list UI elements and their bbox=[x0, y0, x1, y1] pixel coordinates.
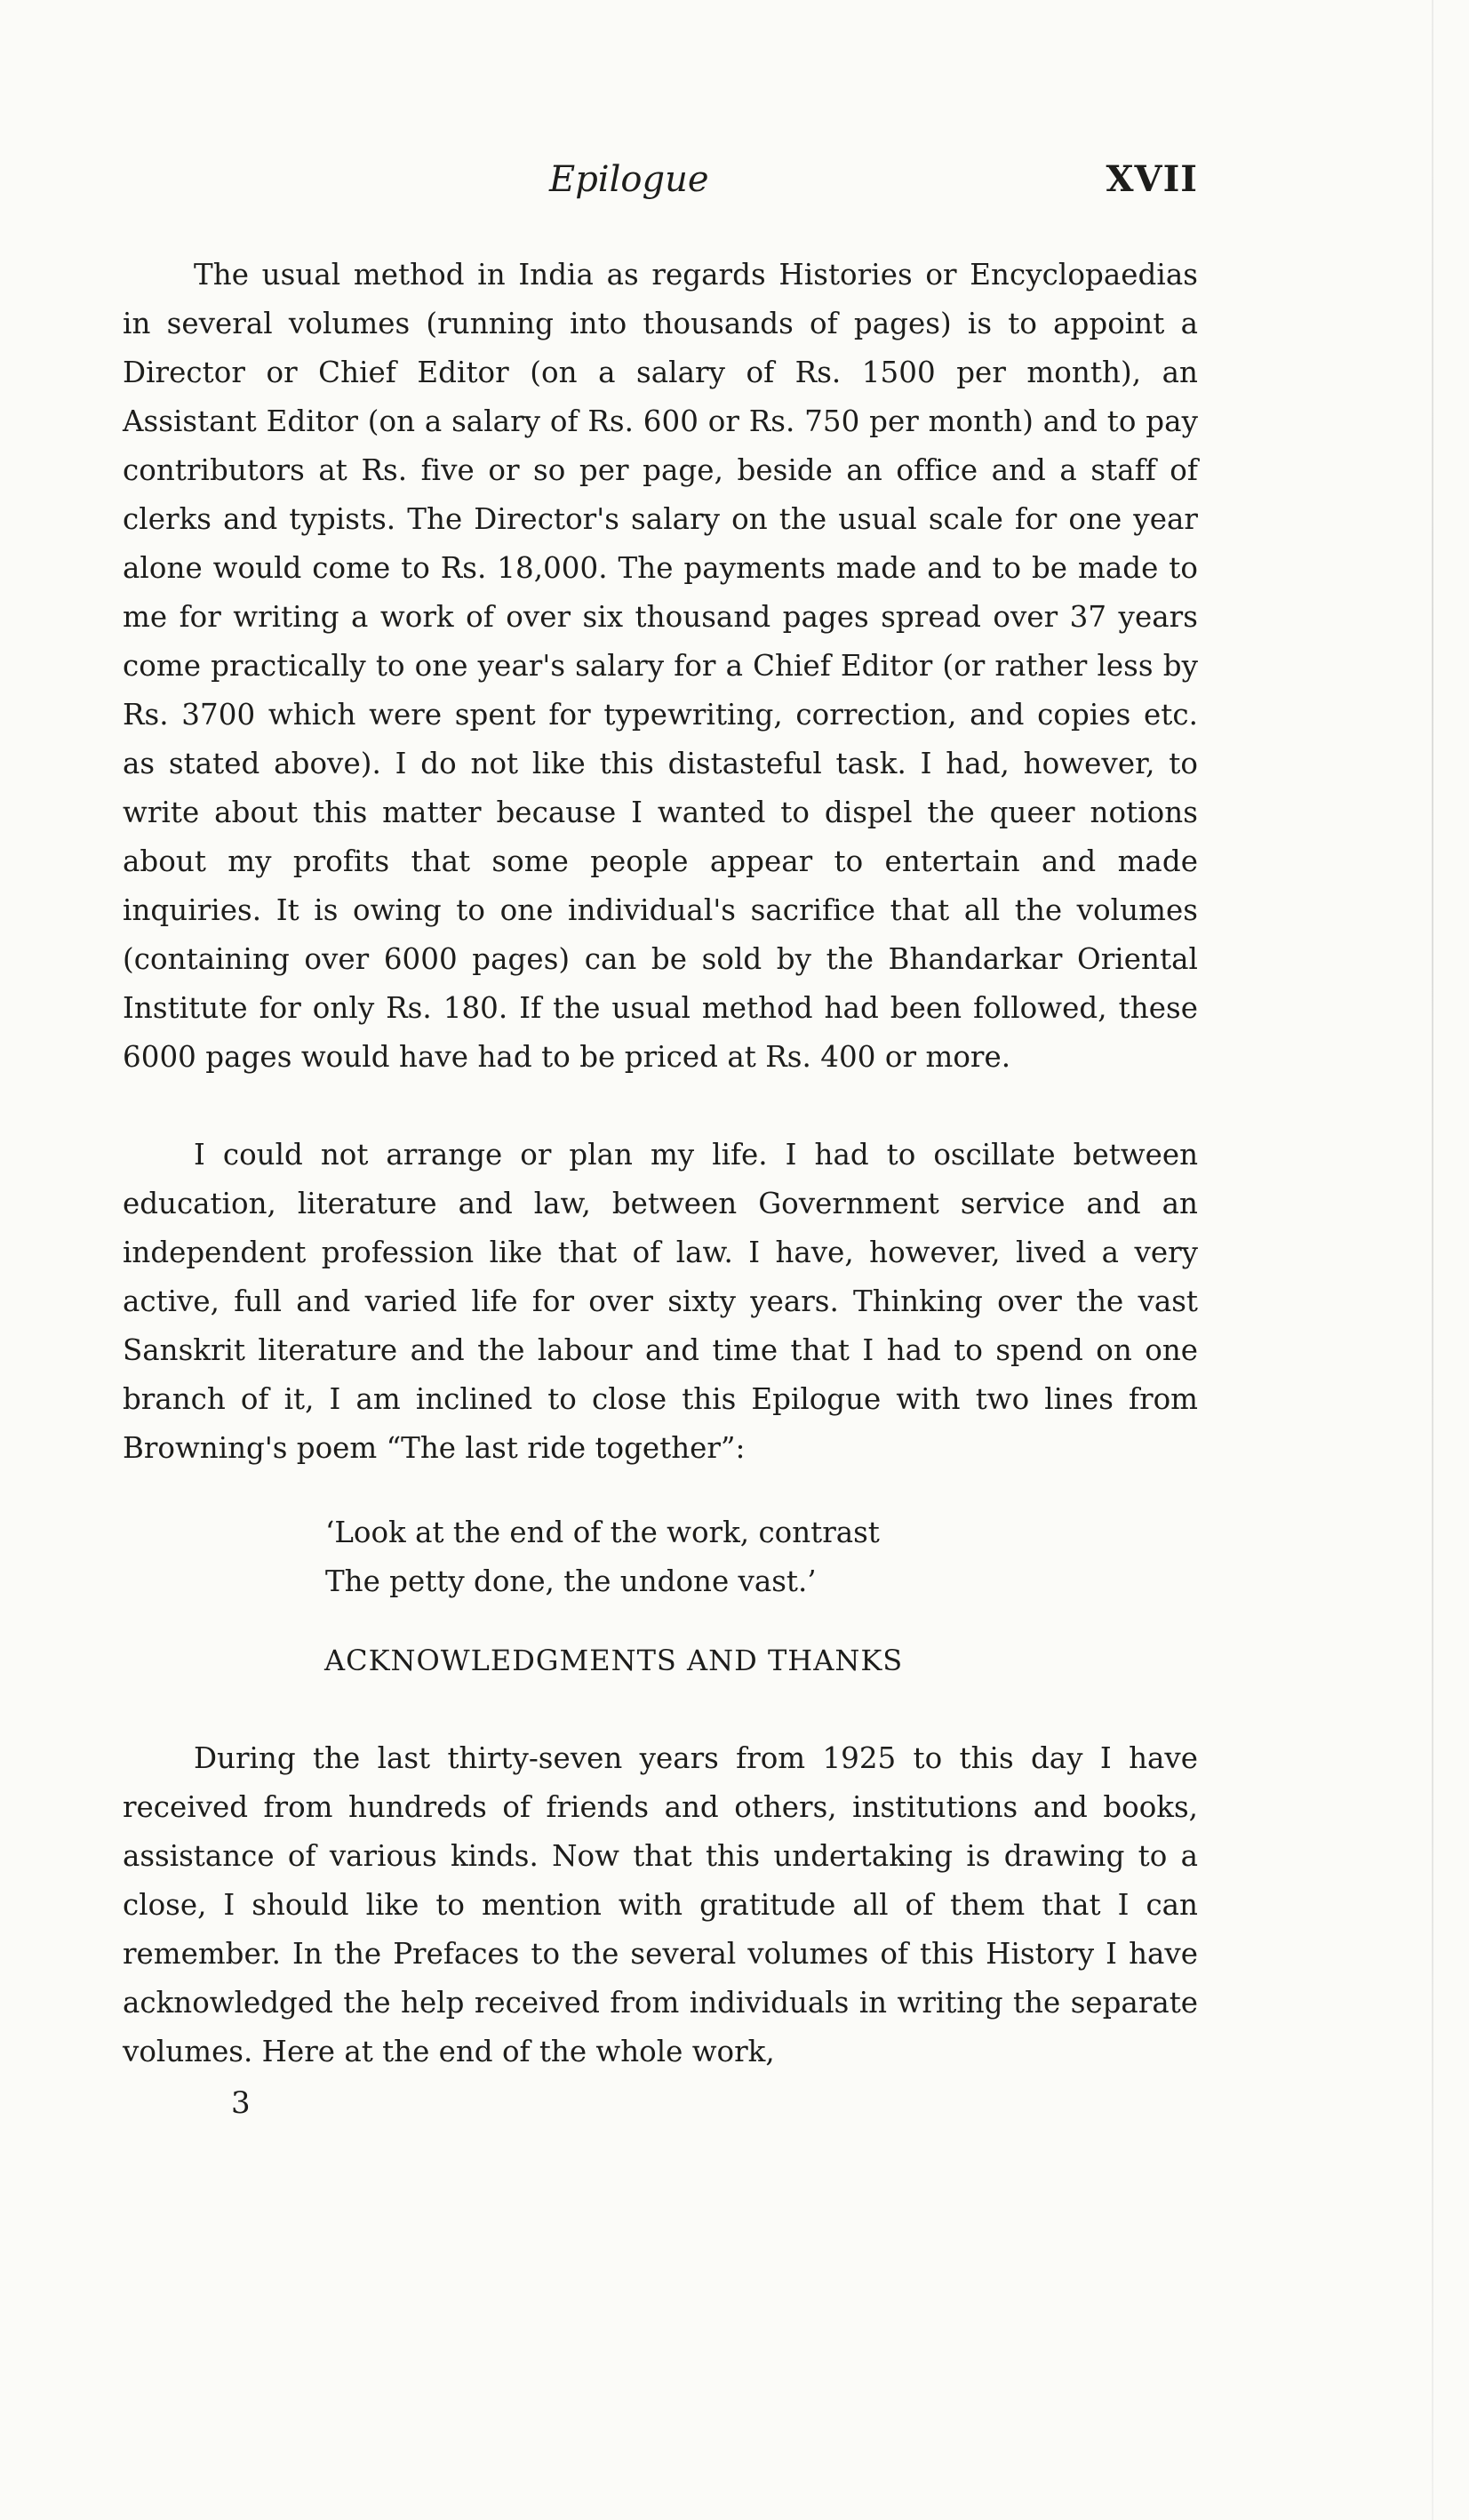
page-content bbox=[123, 151, 1198, 2121]
printer-signature-mark: 3 bbox=[231, 2085, 251, 2121]
acknowledgments-heading: ACKNOWLEDGMENTS AND THANKS bbox=[324, 1644, 904, 1677]
running-header bbox=[123, 151, 1198, 213]
paragraph-acknowledgments: During the last thirty-seven years from 1925 to this day I have received from hundreds of friends and others, institutions and books, assistance of various kinds. Now that this undertaking is drawing to a close, I should like to mention with gratitude all of them that I can remember. In the Prefaces to the several volumes of this History I have acknowledged the help received from individuals in writing the separate volumes. Here at the end of the whole work, bbox=[123, 1741, 1198, 2068]
paragraph-life-reflection: I could not arrange or plan my life. I had to oscillate between education, literature and law, between Government service and an independent profession like that of law. I have, however, lived a very active, full and varied life for over sixty years. Thinking over the vast Sanskrit literature and the labour and time that I had to spend on one branch of it, I am inclined to close this Epilogue with two lines from Browning's poem “The last ride together”: bbox=[123, 1138, 1198, 1465]
paragraph-cost-comparison: The usual method in India as regards Histories or Encyclopaedias in several volumes (running into thousands of pages) is to appoint a Director or Chief Editor (on a salary of Rs. 1500 per month), an Assistant Editor (on a salary of Rs. 600 or Rs. 750 per month) and to pay contributors at Rs. five or so per page, beside an office and a staff of clerks and typists. The Director's salary on the usual scale for one year alone would come to Rs. 18,000. The payments made and to be made to me for writing a work of over six thousand pages spread over 37 years come practically to one year's salary for a Chief Editor (or rather less by Rs. 3700 which were spent for typewriting, correction, and copies etc. as stated above). I do not like this distasteful task. I had, however, to write about this matter because I wanted to dispel the queer notions about my profits that some people appear to entertain and made inquiries. It is owing to one individual's sacrifice that all the volumes (containing over 6000 pages) can be sold by the Bhandarkar Oriental Institute for only Rs. 180. If the usual method had been followed, these 6000 pages would have had to be priced at Rs. 400 or more. bbox=[123, 258, 1198, 1074]
page-edge-rule bbox=[1432, 0, 1433, 2520]
page-number: XVII bbox=[1106, 158, 1198, 200]
browning-quotation bbox=[325, 1508, 1198, 1606]
verse-line-1: ‘Look at the end of the work, contrast bbox=[325, 1516, 880, 1549]
running-title: Epilogue bbox=[549, 159, 709, 200]
verse-line-2: The petty done, the undone vast.’ bbox=[325, 1564, 817, 1598]
